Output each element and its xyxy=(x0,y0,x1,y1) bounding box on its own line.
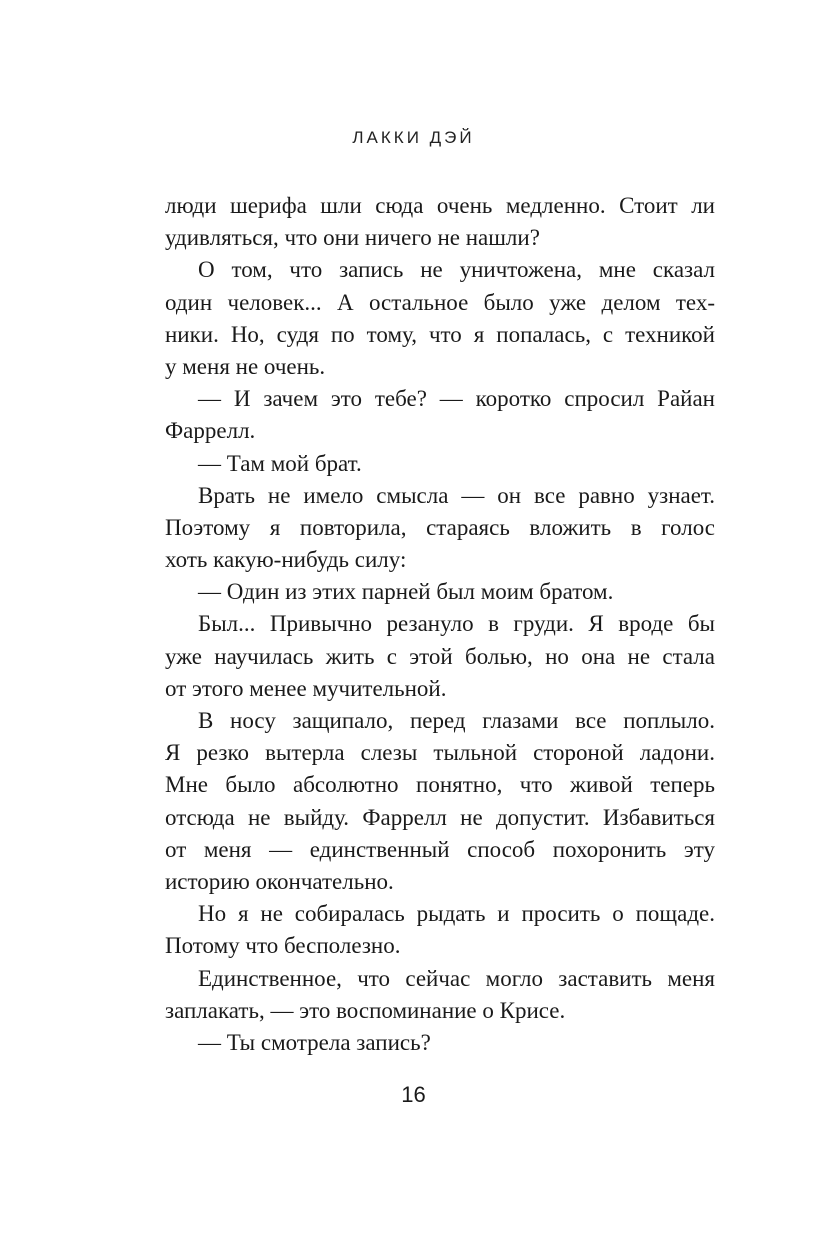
text-line: заплакать, — это воспоминание о Крисе. xyxy=(165,997,566,1023)
body-text xyxy=(165,190,715,1059)
text-line: от этого менее мучительной. xyxy=(165,675,447,701)
text-line: Поэтому я повторила, стараясь вложить в голос xyxy=(165,514,715,540)
text-line: Потому что бесполезно. xyxy=(165,933,401,959)
text-line: В носу защипало, перед глазами все поплыло. xyxy=(198,708,715,733)
text-line: Но я не собиралась рыдать и просить о пощаде. xyxy=(198,901,715,927)
text-line: отсюда не выйду. Фаррелл не допустит. Избавиться xyxy=(165,804,715,830)
text-line: Был... Привычно резануло в груди. Я вроде бы xyxy=(198,611,715,637)
text-line: — Там мой брат. xyxy=(198,450,362,476)
text-line: историю окончательно. xyxy=(165,868,394,894)
text-line: Единственное, что сейчас могло заставить меня xyxy=(198,965,715,991)
text-line: удивляться, что они ничего не нашли? xyxy=(165,225,540,251)
text-line: Фаррелл. xyxy=(165,418,256,444)
text-line: хоть какую-нибудь силу: xyxy=(165,547,407,573)
text-line: — И зачем это тебе? — коротко спросил Райан xyxy=(198,386,715,412)
text-line: уже научилась жить с этой болью, но она не стала xyxy=(165,643,715,669)
text-line: О том, что запись не уничтожена, мне сказал xyxy=(198,257,715,283)
text-line: Мне было абсолютно понятно, что живой теперь xyxy=(165,772,715,798)
text-line: от меня — единственный способ похоронить эту xyxy=(165,836,715,862)
text-line: люди шерифа шли сюда очень медленно. Стоит ли xyxy=(165,193,715,218)
text-line: ники. Но, судя по тому, что я попалась, с техникой xyxy=(165,321,715,347)
text-line: у меня не очень. xyxy=(165,353,326,379)
text-line: — Ты смотрела запись? xyxy=(198,1029,431,1055)
text-line: Я резко вытерла слезы тыльной стороной ладони. xyxy=(165,740,715,766)
text-line: Врать не имело смысла — он все равно узнает. xyxy=(198,482,715,508)
text-line: — Один из этих парней был моим братом. xyxy=(198,579,614,605)
page-number: 16 xyxy=(401,1082,426,1107)
running-head: ЛАККИ ДЭЙ xyxy=(352,128,475,147)
text-line: один человек... А остальное было уже делом тех- xyxy=(165,289,715,315)
